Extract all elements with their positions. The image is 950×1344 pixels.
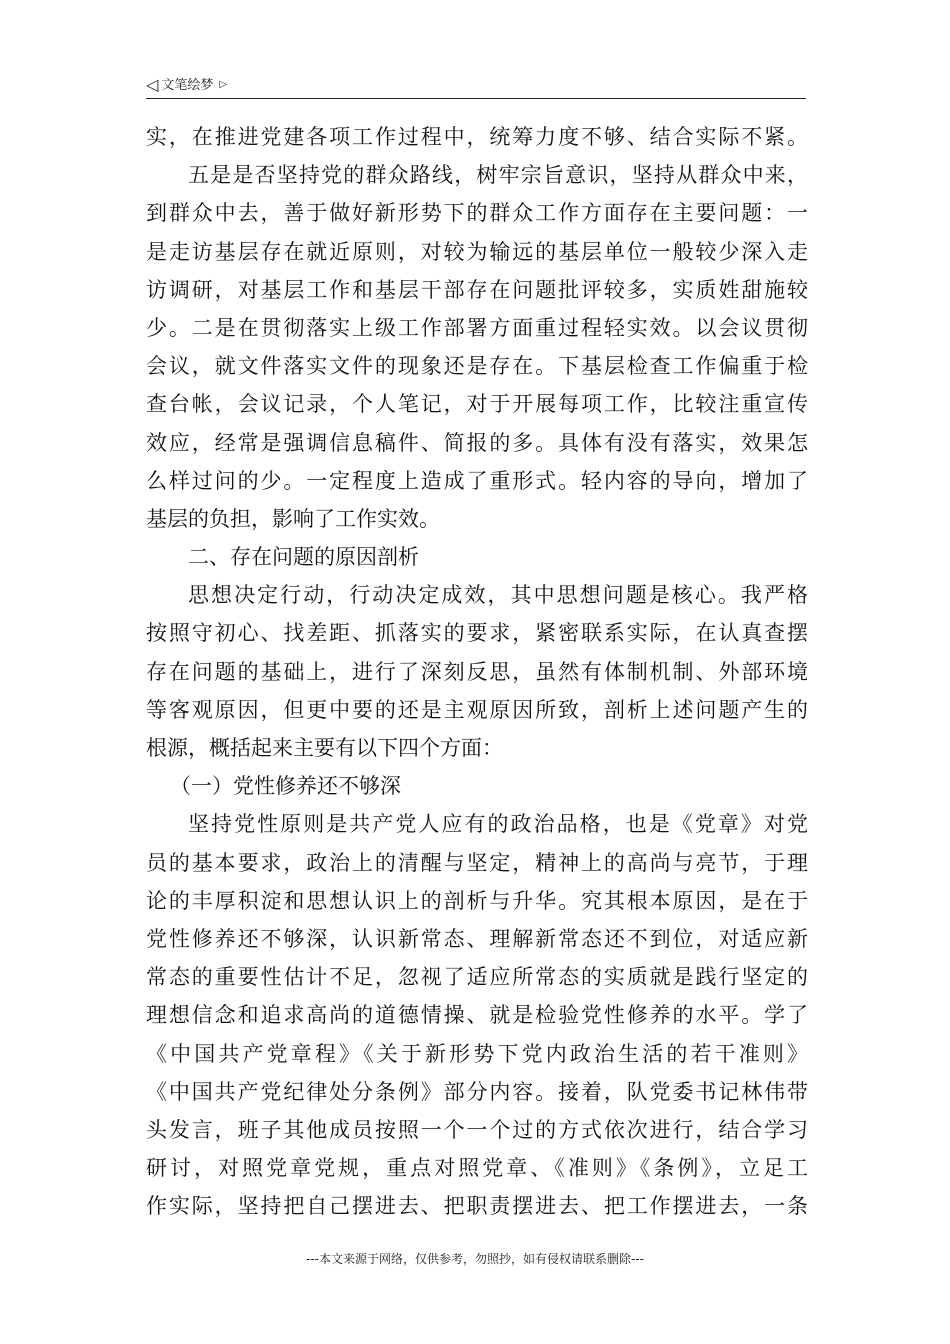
text-line: 研讨，对照党章党规，重点对照党章、《准则》《条例》，立足工 (146, 1156, 808, 1181)
text-line: 会议，就文件落实文件的现象还是存在。下基层检查工作偏重于检 (146, 354, 808, 379)
text-line: 《中国共产党纪律处分条例》部分内容。接着，队党委书记林伟带 (146, 1079, 808, 1104)
text-line: 头发言，班子其他成员按照一个一个过的方式依次进行，结合学习 (146, 1117, 808, 1142)
text-line: 作实际，坚持把自己摆进去、把职责摆进去、把工作摆进去，一条 (146, 1194, 808, 1219)
document-body (146, 118, 808, 1225)
text-line: 五是是否坚持党的群众路线，树牢宗旨意识，坚持从群众中来， (188, 163, 808, 188)
text-line: 理想信念和追求高尚的道德情操、就是检验党性修养的水平。学了 (146, 1003, 808, 1028)
text-line: 党性修养还不够深，认识新常态、理解新常态还不到位，对适应新 (146, 926, 808, 951)
text-line: 根源，概括起来主要有以下四个方面： (146, 736, 503, 760)
text-line: 查台帐，会议记录，个人笔记，对于开展每项工作，比较注重宣传 (146, 392, 808, 417)
text-line: 论的丰厚积淀和思想认识上的剖析与升华。究其根本原因，是在于 (146, 888, 808, 913)
triangle-right-icon: ▷ (219, 79, 228, 90)
text-line: 员的基本要求，政治上的清醒与坚定，精神上的高尚与亮节，于理 (146, 850, 808, 875)
text-line: 基层的负担，影响了工作实效。 (146, 506, 440, 531)
text-line: 少。二是在贯彻落实上级工作部署方面重过程轻实效。以会议贯彻 (146, 315, 808, 340)
subsection-heading: （一）党性修养还不够深 (170, 774, 401, 799)
text-line: 实，在推进党建各项工作过程中，统筹力度不够、结合实际不紧。 (146, 125, 808, 149)
page-footer: ---本文来源于网络，仅供参考，勿照抄，如有侵权请联系删除--- (306, 1252, 644, 1266)
text-line: 《中国共产党章程》《关于新形势下党内政治生活的若干准则》 (146, 1041, 808, 1066)
header-title: 文笔绘梦 (161, 78, 214, 93)
triangle-left-icon: ◁ (146, 75, 159, 94)
text-line: 常态的重要性估计不足，忽视了适应所常态的实质就是践行坚定的 (146, 965, 808, 990)
text-line: 坚持党性原则是共产党人应有的政治品格，也是《党章》对党 (188, 812, 808, 837)
page-header (146, 72, 806, 99)
text-line: 等客观原因，但更中要的还是主观原因所致，剖析上述问题产生的 (146, 697, 808, 722)
text-line: 么样过问的少。一定程度上造成了重形式。轻内容的导向，增加了 (146, 468, 808, 493)
text-line: 效应，经常是强调信息稿件、简报的多。具体有没有落实，效果怎 (146, 430, 808, 455)
section-heading: 二、存在问题的原因剖析 (188, 545, 419, 570)
text-line: 访调研，对基层工作和基层干部存在问题批评较多，实质姓甜施较 (146, 277, 808, 302)
text-line: 存在问题的基础上，进行了深刻反思，虽然有体制机制、外部环境 (146, 659, 808, 684)
text-line: 是走访基层存在就近原则，对较为输远的基层单位一般较少深入走 (146, 239, 808, 264)
text-line: 思想决定行动，行动决定成效，其中思想问题是核心。我严格 (188, 583, 808, 608)
text-line: 按照守初心、找差距、抓落实的要求，紧密联系实际，在认真查摆 (146, 621, 808, 646)
text-line: 到群众中去，善于做好新形势下的群众工作方面存在主要问题：一 (146, 201, 808, 226)
